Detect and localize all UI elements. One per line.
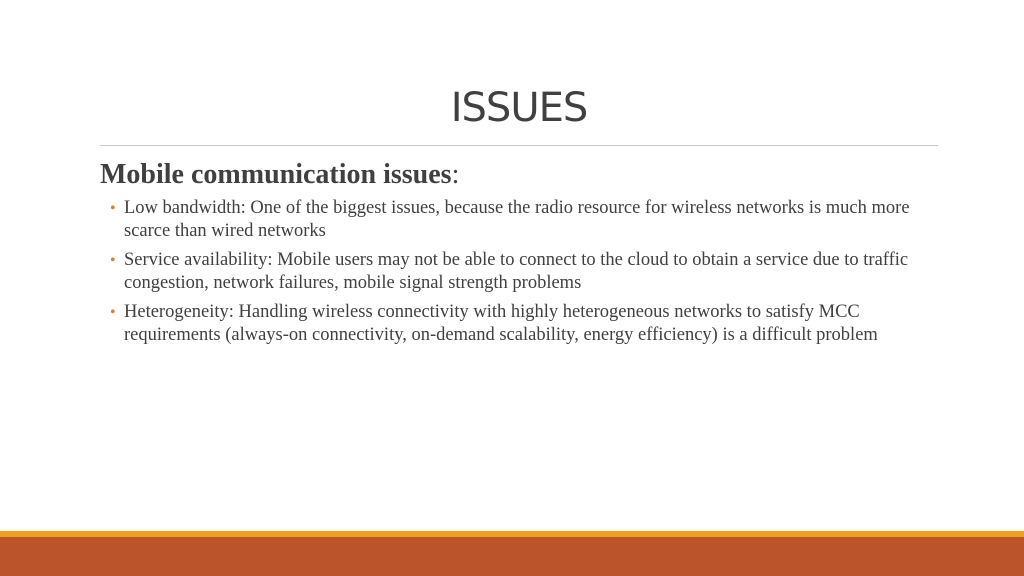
subheading-text: Mobile communication issues xyxy=(100,159,452,190)
bullet-dot-icon: • xyxy=(110,304,116,321)
bullet-list xyxy=(100,197,938,347)
bullet-dot-icon: • xyxy=(110,252,116,269)
bullet-item-low-bandwidth xyxy=(100,197,938,243)
bullet-dot-icon: • xyxy=(110,200,116,217)
subheading-colon: : xyxy=(451,159,460,190)
subheading xyxy=(100,157,938,193)
bullet-text: Service availability: Mobile users may not be able to connect to the cloud to obtain a service due to traffic congestion, network failures, mobile signal strength problems xyxy=(124,250,909,293)
bullet-text: Low bandwidth: One of the biggest issues, because the radio resource for wireless networks is much more scarce than wired networks xyxy=(124,198,910,241)
bullet-item-service-availability xyxy=(100,249,938,295)
slide-title: ISSUES xyxy=(450,85,588,131)
footer-band xyxy=(0,537,1024,576)
bullet-item-heterogeneity xyxy=(100,301,938,347)
bullet-text: Heterogeneity: Handling wireless connectivity with highly heterogeneous networks to satisfy MCC requirements (always-on connectivity, on-demand scalability, energy efficiency) is a difficult problem xyxy=(124,302,878,345)
slide-content xyxy=(100,157,938,353)
title-divider xyxy=(100,145,938,146)
